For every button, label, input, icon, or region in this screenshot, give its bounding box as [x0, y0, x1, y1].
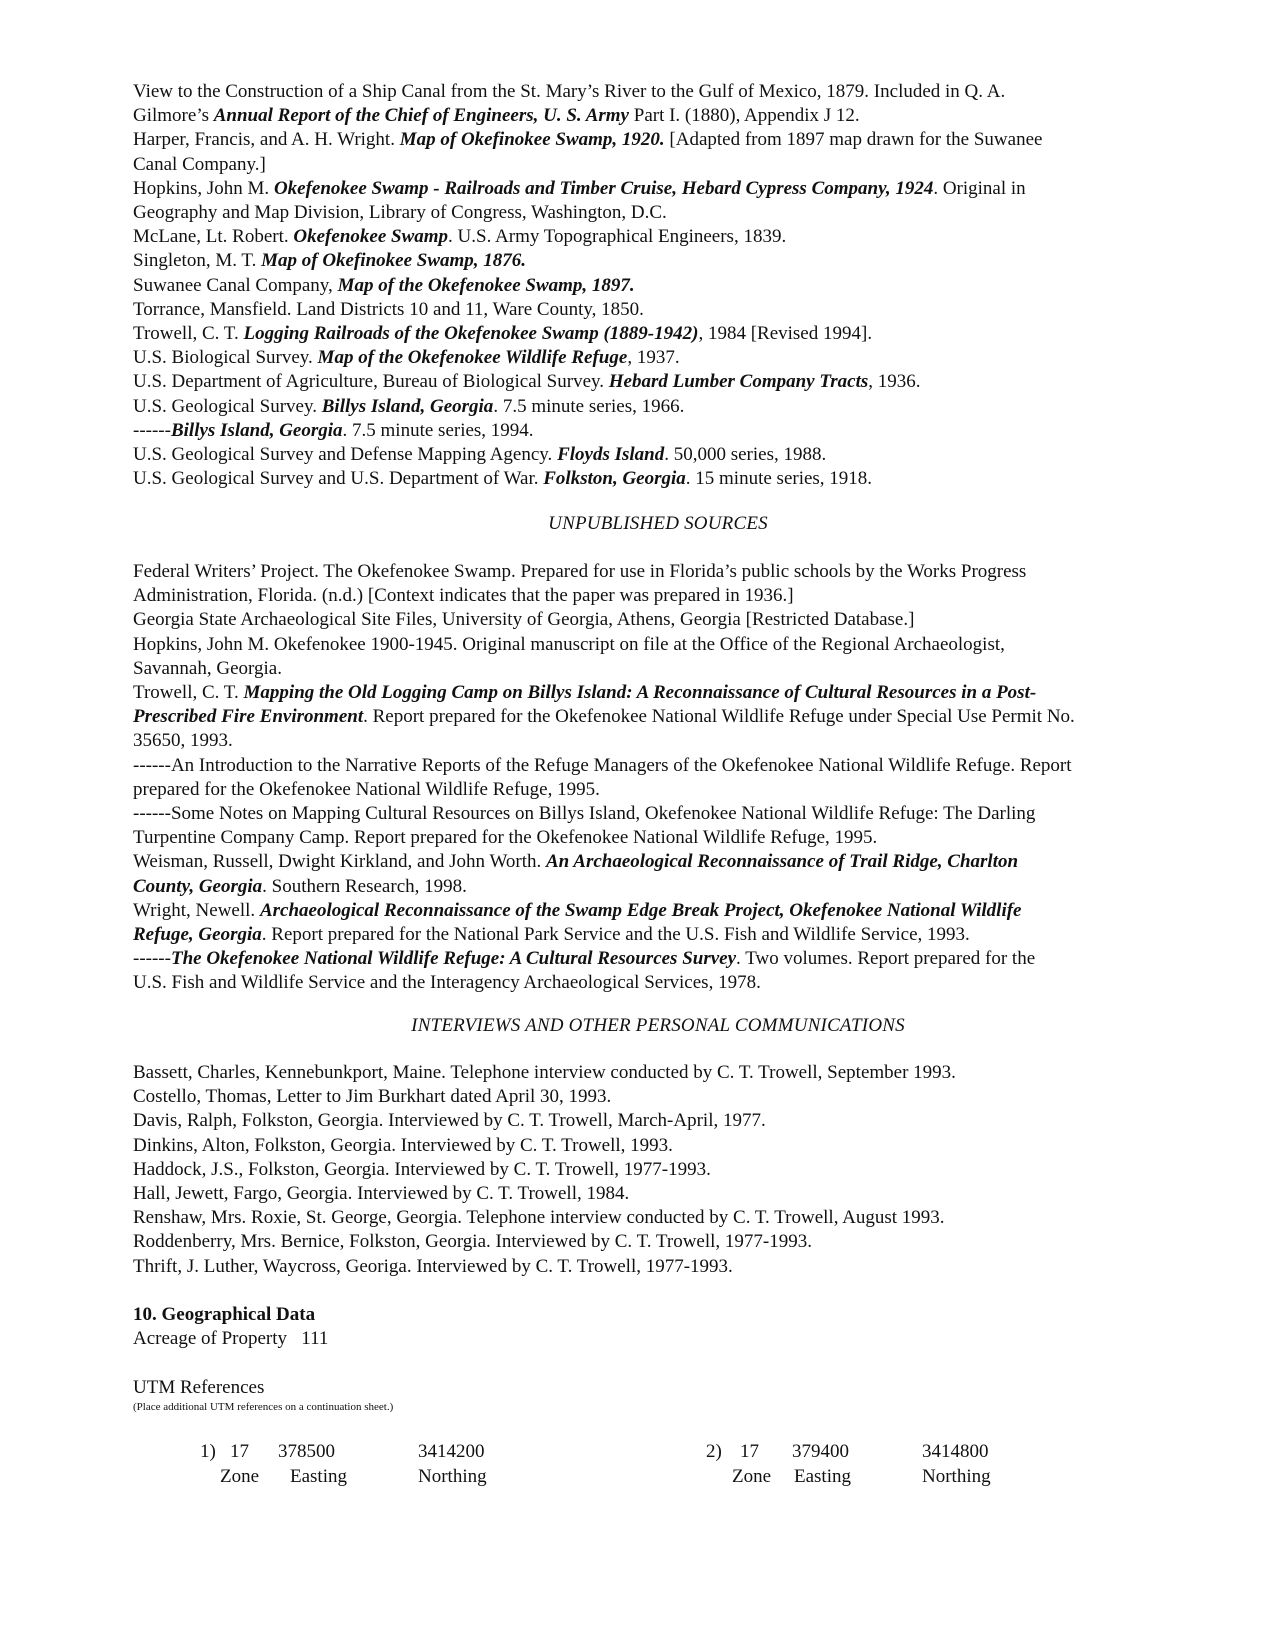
line-text: Wright, Newell.	[133, 899, 260, 921]
line-text: ------	[133, 948, 171, 970]
unpublished-source-line	[133, 729, 1183, 753]
line-text: Trowell, C. T.	[133, 682, 244, 704]
line-text: McLane, Lt. Robert.	[133, 226, 294, 248]
line-text: Hall, Jewett, Fargo, Georgia. Interviewed by C. T. Trowell, 1984.	[133, 1183, 630, 1205]
title-text: Map of the Okefenokee Wildlife Refuge	[317, 347, 628, 369]
line-text: Davis, Ralph, Folkston, Georgia. Interviewed by C. T. Trowell, March-April, 1977.	[133, 1110, 766, 1132]
utm-2-zone: 17	[740, 1441, 759, 1462]
unpublished-source-line	[133, 899, 1183, 923]
line-text: Singleton, M. T.	[133, 250, 262, 272]
line-text: , 1936.	[868, 371, 921, 393]
utm-references-label: UTM References	[133, 1377, 265, 1398]
line-text: U.S. Biological Survey.	[133, 347, 318, 369]
title-text: Folkston, Georgia	[543, 468, 686, 490]
line-text: U.S. Geological Survey.	[133, 395, 322, 417]
line-text: . 7.5 minute series, 1994.	[342, 419, 534, 441]
utm-1-northing-label: Northing	[418, 1466, 487, 1487]
line-text: Costello, Thomas, Letter to Jim Burkhart dated April 30, 1993.	[133, 1086, 612, 1108]
title-text: Hebard Lumber Company Tracts	[608, 371, 869, 393]
line-text: Renshaw, Mrs. Roxie, St. George, Georgia. Telephone interview conducted by C. T. Trowell, August 1993.	[133, 1207, 945, 1229]
line-text: Weisman, Russell, Dwight Kirkland, and John Worth.	[133, 851, 546, 873]
line-text: . 15 minute series, 1918.	[685, 468, 873, 490]
acreage-label: Acreage of Property	[133, 1328, 288, 1349]
title-text: Map of Okefinokee Swamp, 1876.	[261, 250, 527, 272]
line-text: Haddock, J.S., Folkston, Georgia. Interviewed by C. T. Trowell, 1977-1993.	[133, 1158, 711, 1180]
line-text: Turpentine Company Camp. Report prepared for the Okefenokee National Wildlife Refuge, 1995.	[133, 827, 878, 849]
title-text: Mapping the Old Logging Camp on Billys Island: A Reconnaissance of Cultural Resources in a Post-	[243, 682, 1037, 704]
line-text: Torrance, Mansfield. Land Districts 10 and 11, Ware County, 1850.	[133, 298, 644, 320]
utm-1-number: 1)	[200, 1441, 216, 1462]
interview-line	[133, 1206, 1183, 1230]
line-text: . Report prepared for the National Park Service and the U.S. Fish and Wildlife Service, 1993.	[261, 924, 970, 946]
unpublished-source-line	[133, 971, 1183, 995]
map-reference-line	[133, 128, 1183, 152]
interview-line	[133, 1085, 1183, 1109]
unpublished-source-line	[133, 923, 1183, 947]
utm-2-northing: 3414800	[922, 1441, 989, 1462]
acreage-value: 111	[301, 1328, 329, 1349]
title-text: Annual Report of the Chief of Engineers, U. S. Army	[213, 105, 629, 127]
line-text: Georgia State Archaeological Site Files, University of Georgia, Athens, Georgia [Restricted Database.]	[133, 609, 915, 631]
utm-2-easting: 379400	[792, 1441, 849, 1462]
map-reference-line	[133, 225, 1183, 249]
title-text: Prescribed Fire Environment	[133, 706, 364, 728]
line-text: , 1937.	[627, 347, 680, 369]
unpublished-source-line	[133, 875, 1183, 899]
utm-1-easting: 378500	[278, 1441, 335, 1462]
unpublished-source-line	[133, 826, 1183, 850]
utm-1-zone-label: Zone	[220, 1466, 260, 1487]
title-text: Floyds Island	[557, 444, 665, 466]
line-text: Thrift, J. Luther, Waycross, Georiga. Interviewed by C. T. Trowell, 1977-1993.	[133, 1255, 733, 1277]
utm-2-zone-label: Zone	[732, 1466, 772, 1487]
interviews-list	[133, 1061, 1183, 1279]
line-text: . Two volumes. Report prepared for the	[736, 948, 1036, 970]
line-text: U.S. Fish and Wildlife Service and the Interagency Archaeological Services, 1978.	[133, 972, 761, 994]
line-text: . Report prepared for the Okefenokee National Wildlife Refuge under Special Use Permit No.	[363, 706, 1075, 728]
map-reference-line	[133, 177, 1183, 201]
line-text: View to the Construction of a Ship Canal from the St. Mary’s River to the Gulf of Mexico, 1879. Included in Q. A.	[133, 81, 1006, 102]
interview-line	[133, 1255, 1183, 1279]
line-text: Canal Company.]	[133, 153, 266, 175]
map-reference-line	[133, 443, 1183, 467]
title-text: Billys Island, Georgia	[321, 395, 494, 417]
unpublished-source-line	[133, 584, 1183, 608]
interview-line	[133, 1134, 1183, 1158]
title-text: Map of the Okefenokee Swamp, 1897.	[337, 274, 635, 296]
unpublished-source-line	[133, 850, 1183, 874]
unpublished-source-line	[133, 681, 1183, 705]
title-text: An Archaeological Reconnaissance of Trail Ridge, Charlton	[545, 851, 1019, 873]
interview-line	[133, 1061, 1183, 1085]
line-text: Bassett, Charles, Kennebunkport, Maine. Telephone interview conducted by C. T. Trowell, September 1993.	[133, 1062, 956, 1083]
unpublished-source-line	[133, 778, 1183, 802]
interview-line	[133, 1230, 1183, 1254]
utm-1-zone: 17	[230, 1441, 249, 1462]
line-text: ------	[133, 419, 171, 441]
title-text: County, Georgia	[133, 875, 263, 897]
map-reference-line	[133, 249, 1183, 273]
utm-2-northing-label: Northing	[922, 1466, 991, 1487]
map-reference-line	[133, 322, 1183, 346]
line-text: Savannah, Georgia.	[133, 657, 282, 679]
unpublished-source-line	[133, 754, 1183, 778]
title-text: Okefenokee Swamp	[293, 226, 449, 248]
unpublished-source-line	[133, 705, 1183, 729]
unpublished-source-line	[133, 608, 1183, 632]
line-text: . Southern Research, 1998.	[262, 875, 467, 897]
title-text: Refuge, Georgia	[133, 924, 262, 946]
unpublished-sources-list	[133, 560, 1183, 996]
line-text: prepared for the Okefenokee National Wildlife Refuge, 1995.	[133, 778, 600, 800]
utm-1-easting-label: Easting	[290, 1466, 347, 1487]
unpublished-sources-heading: UNPUBLISHED SOURCES	[548, 513, 768, 534]
unpublished-source-line	[133, 633, 1183, 657]
line-text: [Adapted from 1897 map drawn for the Suwanee	[664, 129, 1043, 151]
map-reference-line	[133, 298, 1183, 322]
map-reference-line	[133, 370, 1183, 394]
acreage-row	[133, 1327, 1183, 1351]
line-text: U.S. Geological Survey and Defense Mapping Agency.	[133, 444, 558, 466]
title-text: Billys Island, Georgia	[170, 419, 343, 441]
map-reference-line	[133, 201, 1183, 225]
title-text: The Okefenokee National Wildlife Refuge: A Cultural Resources Survey	[170, 948, 737, 970]
map-reference-line	[133, 153, 1183, 177]
line-text: Hopkins, John M.	[133, 177, 274, 199]
unpublished-source-line	[133, 802, 1183, 826]
line-text: . Original in	[933, 177, 1026, 199]
line-text: U.S. Geological Survey and U.S. Department of War.	[133, 468, 544, 490]
map-reference-line	[133, 274, 1183, 298]
interviews-heading: INTERVIEWS AND OTHER PERSONAL COMMUNICATIONS	[411, 1015, 905, 1036]
line-text: Trowell, C. T.	[133, 323, 244, 345]
line-text: Gilmore’s	[133, 105, 214, 127]
unpublished-source-line	[133, 657, 1183, 681]
map-reference-line	[133, 395, 1183, 419]
map-reference-line	[133, 80, 1183, 104]
title-text: Archaeological Reconnaissance of the Swamp Edge Break Project, Okefenokee National Wildlife	[259, 899, 1022, 921]
interview-line	[133, 1158, 1183, 1182]
utm-2-number: 2)	[706, 1441, 722, 1462]
utm-reference-2	[0, 1440, 1261, 1492]
line-text: Harper, Francis, and A. H. Wright.	[133, 129, 400, 151]
line-text: ------Some Notes on Mapping Cultural Resources on Billys Island, Okefenokee National Wildlife Refuge: The Darling	[133, 803, 1036, 825]
interview-line	[133, 1109, 1183, 1133]
line-text: Roddenberry, Mrs. Bernice, Folkston, Georgia. Interviewed by C. T. Trowell, 1977-1993.	[133, 1231, 812, 1253]
map-reference-line	[133, 104, 1183, 128]
line-text: Administration, Florida. (n.d.) [Context indicates that the paper was prepared in 1936.]	[133, 585, 794, 607]
line-text: Geography and Map Division, Library of Congress, Washington, D.C.	[133, 202, 667, 224]
map-reference-line	[133, 419, 1183, 443]
line-text: Part I. (1880), Appendix J 12.	[629, 105, 860, 127]
line-text: Hopkins, John M. Okefenokee 1900-1945. Original manuscript on file at the Office of the Regional Archaeologist,	[133, 633, 1005, 655]
utm-1-northing: 3414200	[418, 1441, 485, 1462]
geographical-data-title: 10. Geographical Data	[133, 1304, 316, 1325]
line-text: . 50,000 series, 1988.	[664, 444, 827, 466]
line-text: U.S. Department of Agriculture, Bureau of Biological Survey.	[133, 371, 609, 393]
utm-references-note: (Place additional UTM references on a continuation sheet.)	[133, 1401, 394, 1413]
title-text: Logging Railroads of the Okefenokee Swamp (1889-1942)	[243, 323, 699, 345]
line-text: . U.S. Army Topographical Engineers, 1839.	[448, 226, 787, 248]
line-text: Dinkins, Alton, Folkston, Georgia. Interviewed by C. T. Trowell, 1993.	[133, 1134, 673, 1156]
unpublished-source-line	[133, 947, 1183, 971]
line-text: ------An Introduction to the Narrative Reports of the Refuge Managers of the Okefenokee National Wildlife Refuge. Report	[133, 754, 1072, 776]
utm-2-easting-label: Easting	[794, 1466, 851, 1487]
line-text: . 7.5 minute series, 1966.	[493, 395, 685, 417]
line-text: Federal Writers’ Project. The Okefenokee Swamp. Prepared for use in Florida’s public schools by the Works Progress	[133, 561, 1027, 582]
map-reference-line	[133, 467, 1183, 491]
unpublished-source-line	[133, 560, 1183, 584]
map-references-list	[133, 80, 1183, 491]
title-text: Map of Okefinokee Swamp, 1920.	[399, 129, 665, 151]
line-text: Suwanee Canal Company,	[133, 274, 338, 296]
title-text: Okefenokee Swamp - Railroads and Timber Cruise, Hebard Cypress Company, 1924	[273, 177, 934, 199]
map-reference-line	[133, 346, 1183, 370]
line-text: , 1984 [Revised 1994].	[698, 323, 873, 345]
interview-line	[133, 1182, 1183, 1206]
line-text: 35650, 1993.	[133, 730, 233, 752]
